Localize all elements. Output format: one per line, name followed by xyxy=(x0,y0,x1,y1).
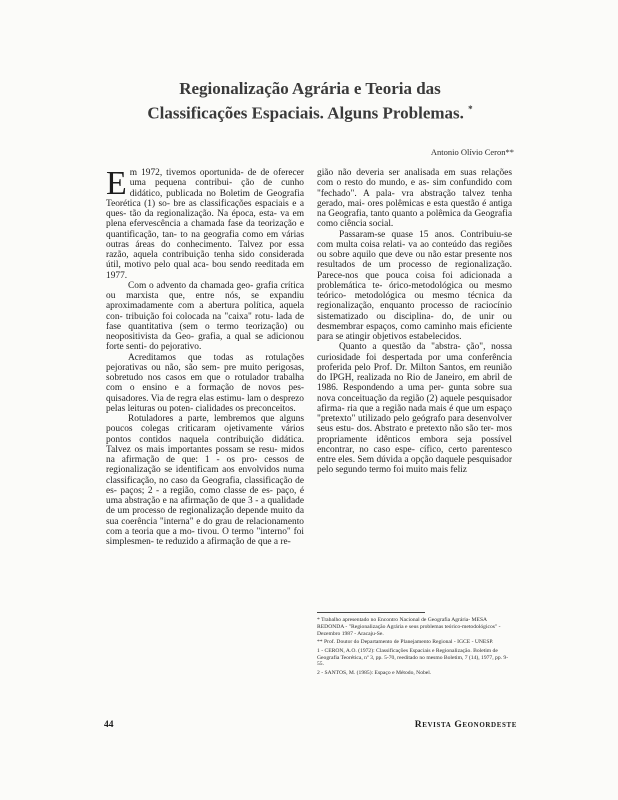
paragraph-6: Passaram-se quase 15 anos. Contribuiu-se com multa coisa relati- va ao conteúdo das regiões ou sobre aquilo que deve ou não estar presente nos resultados de um processo de regionalização. Parece-nos que pouca coisa foi adicionada a problemática te- órico-metodológica ou mesmo teórico- metodológica ou mesmo técnica da regionalização, enquanto processo de raciocínio sistematizado ou disciplina- do, de unir ou desmembrar espaços, como caminho mais eficiente para se atingir objetivos estabelecidos. xyxy=(317,229,512,342)
journal-name: Revista Geonordeste xyxy=(414,720,517,730)
footnote: * Trabalho apresentado no Encontro Nacional de Geografia Agrária- MESA REDONDA - "Regionalização Agrária e seus problemas teórico-metodológicos" - Dezembro 1987 - Aracaju-Se. xyxy=(317,617,501,637)
footnote: 1 - CERON, A.O. (1972): Classificações Espaciais e Regionalização. Boletim de Geografia Teorética, nº 3, pp. 5-70, reeditado no mesmo Boletim, 7 (14), 1977, pp. 9-55. xyxy=(317,647,509,668)
paragraph-3: Acreditamos que todas as rotulações pejorativas ou não, são sem- pre muito perigosas, sobretudo nos casos em que o rotulador trabalha com o ensino e a formação de novos pes- quisadores. Via de regra elas estimu- lam o desprezo pelas leituras ou poten- cialidades os preconceitos. xyxy=(106,352,304,414)
drop-cap: E xyxy=(106,165,127,202)
right-column xyxy=(317,168,512,476)
article-title xyxy=(90,78,530,124)
left-column xyxy=(106,165,304,547)
footnote: ** Prof. Doutor do Departamento de Planejamento Regional - IGCE - UNESP. xyxy=(317,639,494,646)
title-line-2: Classificações Espaciais. Alguns Problemas. * xyxy=(147,103,473,123)
footnote-divider xyxy=(317,612,425,613)
page-number: 44 xyxy=(104,720,114,730)
footnote: 2 - SANTOS, M. (1985): Espaço e Método, Nobel. xyxy=(317,669,432,676)
paragraph-5: gião não deveria ser analisada em suas relações com o resto do mundo, e as- sim confundido com "fechado". A pala- vra abstração talvez tenha gerado, mai- ores polêmicas e esta questão é antiga na Geografia, tanto quanto a polêmica da Geografia como ciência social. xyxy=(317,168,512,230)
paragraph-2: Com o advento da chamada geo- grafia crítica ou marxista que, entre nós, se expandiu aproximadamente com a abertura política, aquela con- tribuição foi colocada na "caixa" rotu- lada de fase quantitativa (sem o termo teorização) ou neopositivista da Geo- grafia, a qual se adicionou forte senti- do pejorativo. xyxy=(106,280,304,353)
author-name: Antonio Olívio Ceron** xyxy=(430,147,514,157)
paragraph-7: Quanto a questão da "abstra- ção", nossa curiosidade foi despertada por uma conferência proferida pelo Prof. Dr. Milton Santos, em reunião do IPGH, realizada no Rio de Janeiro, em abril de 1986. Respondendo a uma per- gunta sobre sua nova conceituação da região (2) aquele pesquisador afirma- ria que a região nada mais é que um espaço "pretexto" utilizado pelo geógrafo para desenvolver seus estu- dos. Abstrato e pretexto não são ter- mos propriamente idênticos embora seja possível encontrar, no caso espe- cífico, certo parentesco entre eles. Sem dúvida a opção daquele pesquisador pelo segundo termo foi muito mais feliz xyxy=(317,342,512,476)
paragraph-1: Em 1972, tivemos oportunida- de de oferecer uma pequena contribui- ção de cunho didático, publicada no Boletim de Geografia Teorética (1) so- bre as classificações espaciais e a ques- tão da regionalização. Na época, esta- va em plena efervescência a chamada fase da teorização e quantificação, tan- to na geografia como em várias outras áreas do conhecimento. Talvez por essa razão, aquela contribuição tenha sido considerada útil, motivo pelo qual aca- bou sendo reeditada em 1977. xyxy=(106,165,304,281)
footnotes xyxy=(317,617,513,678)
paragraph-4: Rotuladores a parte, lembremos que alguns poucos colegas criticaram ojetivamente vários pontos contidos naquela contribuição didática. Talvez os mais importantes possam se resu- midos na afirmação de que: 1 - os pro- cessos de regionalização se identificam aos envolvidos numa classificação, no caso da Geografia, classificação de es- paços; 2 - a região, como classe de es- paço, é uma abstração e na afirmação de que 3 - a qualidade de um processo de regionalização depende muito da sua coerência "interna" e do grau de relacionamento com a teoria que a mo- tivou. O termo "interno" foi simplesmen- te reduzido a afirmação de que a re- xyxy=(106,414,304,547)
title-line-1: Regionalização Agrária e Teoria das xyxy=(179,79,441,98)
title-footnote-mark: * xyxy=(468,104,473,114)
